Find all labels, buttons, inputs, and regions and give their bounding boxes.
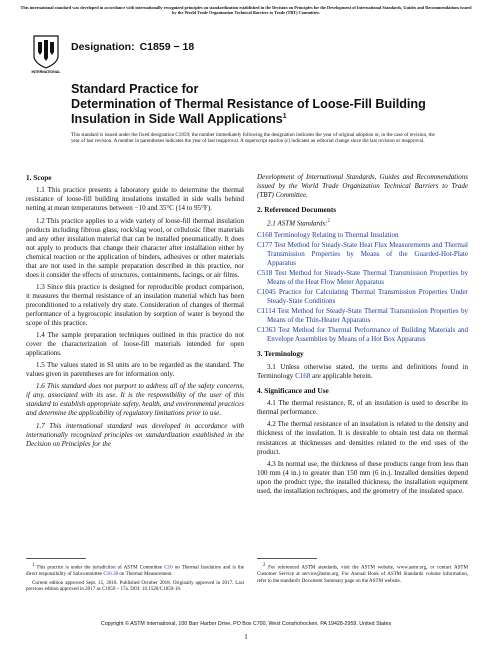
issuance-note: This standard is issued under the fixed designation C1859; the number immediately following the designation indicates the year of original adoption or, in the case of revision, the year of last revision. A number in parentheses indicates the year of last reapproval. A superscript epsilon (ε) indicates an editorial change since the last revision or reapproval. (71, 132, 435, 145)
para-1-6: 1.6 This standard does not purport to address all of the safety concerns, if any, associated with its use. It is the responsibility of the user of this standard to establish appropriate safety, health, and environmental practices and determine the applicability of regulatory limitations prior to use. (26, 382, 244, 418)
para-1-7-continued: Development of International Standards, Guides and Recommendations issued by the World Trade Organization Technical Barriers to Trade (TBT) Committee. (257, 173, 468, 200)
designation-value: C1859 − 18 (139, 41, 195, 53)
c16-link[interactable]: C16 (164, 564, 173, 571)
reference-item[interactable]: C168 Terminology Relating to Thermal Insulation (257, 230, 399, 239)
para-1-4: 1.4 The sample preparation techniques outlined in this practice do not cover the characterization of loose-fill materials intended for open applications. (26, 331, 244, 358)
terminology-heading: 3. Terminology (257, 349, 304, 359)
right-column (257, 173, 468, 499)
referenced-heading: 2. Referenced Documents (257, 205, 337, 215)
footnote-rule-left (26, 558, 86, 559)
para-3-1: 3.1 Unless otherwise stated, the terms and definitions found in Terminology C168 are applicable herein. (257, 362, 468, 380)
svg-text:INTERNATIONAL: INTERNATIONAL (31, 70, 61, 74)
title-footnote-mark: 1 (282, 112, 287, 120)
reference-item[interactable]: C1114 Test Method for Steady-State Thermal Transmission Properties by Means of the Thin-Heater Apparatus (257, 307, 468, 325)
significance-heading: 4. Significance and Use (257, 385, 329, 395)
title-line-1: Standard Practice for (71, 82, 199, 96)
title-line-2: Determination of Thermal Resistance of Loose-Fill Building Insulation in Side Wall Applications (71, 96, 426, 126)
para-4-3: 4.3 In normal use, the thickness of these products range from less than 100 mm (4 in.) to greater than 150 mm (6 in.). Installed densities depend upon the product type, the installed thickness, the installation equipment used, the installation techniques, and the geometry of the insulated space. (257, 459, 468, 495)
astm-standards-sub: 2.1 ASTM Standards:$^2$ (267, 218, 330, 227)
reference-list (257, 231, 468, 345)
c168-link[interactable]: C168 (295, 371, 311, 380)
para-1-3: 1.3 Since this practice is designed for reproducible product comparison, it measures the thermal resistance of an insulation material which has been preconditioned to a relatively dry state. Consideration of changes of thermal performance of a hygroscopic insulation by sorption of water is beyond the scope of this practice. (26, 282, 244, 328)
para-1-1: 1.1 This practice presents a laboratory guide to determine the thermal resistance of loose-fill building insulations installed in side walls behind netting at mean temperatures between −10 and 35°C (14 to 95°F). (26, 186, 244, 213)
para-1-7: 1.7 This international standard was developed in accordance with internationally recognized principles on standardization established in the Decision on Principles for the (26, 421, 244, 448)
para-1-5: 1.5 The values stated in SI units are to be regarded as the standard. The values given in parentheses are for information only. (26, 361, 244, 379)
copyright: Copyright © ASTM International, 100 Barr Harbor Drive, PO Box C700, West Conshohocken, PA 19428-2959. United States (100, 621, 392, 627)
astm-logo (29, 30, 63, 74)
reference-item[interactable]: C177 Test Method for Steady-State Heat Flux Measurements and Thermal Transmission Properties by Means of the Guarded-Hot-Plate Apparatus (257, 240, 468, 268)
scope-heading: 1. Scope (26, 173, 52, 182)
left-column (26, 173, 244, 452)
footnote-1: $^1$ This practice is under the jurisdiction of ASTM Committee C16 on Thermal Insulation and is the direct responsibility of Subcommittee C16.30 on Thermal Measurement. Current edition approved Sept. 15, 2018. Published October 2018. Originally approved in 2017. Last previous edition approved in 2017 as C1859 – 17a. DOI: 10.1520/C1859-18. (26, 563, 245, 593)
para-4-1: 4.1 The thermal resistance, R, of an insulation is used to describe its thermal performance. (257, 399, 468, 417)
reference-item[interactable]: C1045 Practice for Calculating Thermal Transmission Properties Under Steady-State Conditions (257, 288, 468, 306)
para-1-2: 1.2 This practice applies to a wide variety of loose-fill thermal insulation products including fibrous glass, rock/slag wool, or cellulosic fiber materials and any other insulation material that can be installed pneumatically. It does not apply to products that change their character after installation either by chemical reaction or the application of binders, adhesives or other materials that are not used in the sample preparation described in this practice, nor does it consider the effects of structures, containments, facings, or air films. (26, 216, 244, 279)
para-4-2: 4.2 The thermal resistance of an insulation is related to the density and thickness of the insulation. It is desirable to obtain test data on thermal resistances at thicknesses and densities related to the end uses of the product. (257, 420, 468, 456)
document-title (71, 82, 441, 127)
footnote-rule-right (257, 558, 317, 559)
page-number: 1 (244, 633, 248, 641)
reference-item[interactable]: C1363 Test Method for Thermal Performance of Building Materials and Envelope Assemblies by Means of a Hot Box Apparatus (257, 326, 468, 344)
c16-30-link[interactable]: C16.30 (103, 571, 119, 578)
tbt-notice: This international standard was developed in accordance with internationally recognized principles on standardization established in the Decision on Principles for the Development of International Standards, Guides and Recommendations issued by the World Trade Organization Technical Barriers to Trade (TBT) Committee. (20, 5, 472, 16)
edition-note: Current edition approved Sept. 15, 2018. Published October 2018. Originally approved in 2017. Last previous edition approved in 2017 as C1859 – 17a. DOI: 10.1520/C1859-18. (26, 579, 244, 593)
reference-item[interactable]: C518 Test Method for Steady-State Thermal Transmission Properties by Means of the Heat Flow Meter Apparatus (257, 269, 468, 287)
designation-label: Designation: (71, 41, 135, 53)
designation (71, 41, 194, 53)
footnote-2: $^2$ For referenced ASTM standards, visit the ASTM website, www.astm.org, or contact ASTM Customer Service at service@astm.org. For Annual Book of ASTM Standards volume information, refer to the standard's Document Summary page on the ASTM website. (257, 563, 468, 584)
